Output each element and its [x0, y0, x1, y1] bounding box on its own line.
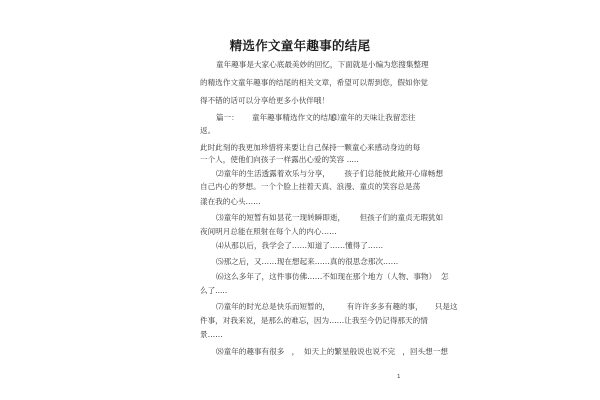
section-heading: 篇一： [216, 113, 239, 122]
paragraph-line: ⑷从那以后，我学会了……知道了……懂得了…… [216, 241, 384, 250]
paragraph-line: 漾在我的心头…… [200, 197, 261, 206]
paragraph-line: 自己内心的梦想。一个个脸上挂着天真、浪漫、童贞的笑容总是荡 [200, 182, 421, 191]
paragraph-line: ⑴童年的天味让我留恋往 [332, 113, 416, 122]
paragraph-line: ⑶童年的短暂有如昙花一现转瞬即逝， 但孩子们的童贞无瑕犹如 [216, 213, 444, 222]
paragraph-line: 件事，对我来说，是那么的难忘，因为……让我至今仍记得那天的情 [200, 316, 428, 325]
paragraph-line: 景…… [200, 330, 223, 339]
paragraph-line: 一个人，使他们向孩子一样露出心爱的笑容 ..... [200, 155, 359, 164]
paragraph-line: 么了..... [200, 286, 228, 295]
intro-line-3: 得不错的话可以分享给更多小伙伴哦！ [200, 96, 330, 105]
paragraph-line: ⑻童年的趣事有很多 ， 如天上的繁星般说也说不完 ，回头想一想 [216, 347, 448, 356]
paragraph-line: 此时此刻的我更加珍惜将来要让自己保持一颗童心来感动身边的每 [200, 143, 421, 152]
intro-line-1: 童年趣事是大家心底最美妙的回忆，下面就是小编为您搜集整理 [216, 60, 429, 69]
paragraph-line: ⑺童年的时光总是快乐而短暂的， 有许许多多有趣的事， 只是这 [216, 302, 458, 311]
paragraph-line: ⑹这么多年了，这件事仿佛……不如现在那个地方（人物、事物） 怎 [216, 272, 449, 281]
paragraph-line: 返。 [200, 126, 216, 135]
paragraph-line: ⑸那之后，又……现在想起来……真的很思念那次…… [216, 257, 399, 266]
page-number: 1 [397, 374, 401, 380]
paragraph-line: 夜间明月总能在照射在每个人的内心…… [200, 227, 337, 236]
paragraph-line: ⑵童年的生活透露着欢乐与分享， 孩子们总能彼此敞开心扉畅想 [216, 169, 444, 178]
section-title: 童年趣事精选作文的结尾 [252, 113, 336, 122]
intro-line-2: 的精选作文童年趣事的结尾的相关文章，希望可以帮到您，假如你觉 [200, 78, 428, 87]
page-title: 精选作文童年趣事的结尾 [229, 38, 371, 53]
